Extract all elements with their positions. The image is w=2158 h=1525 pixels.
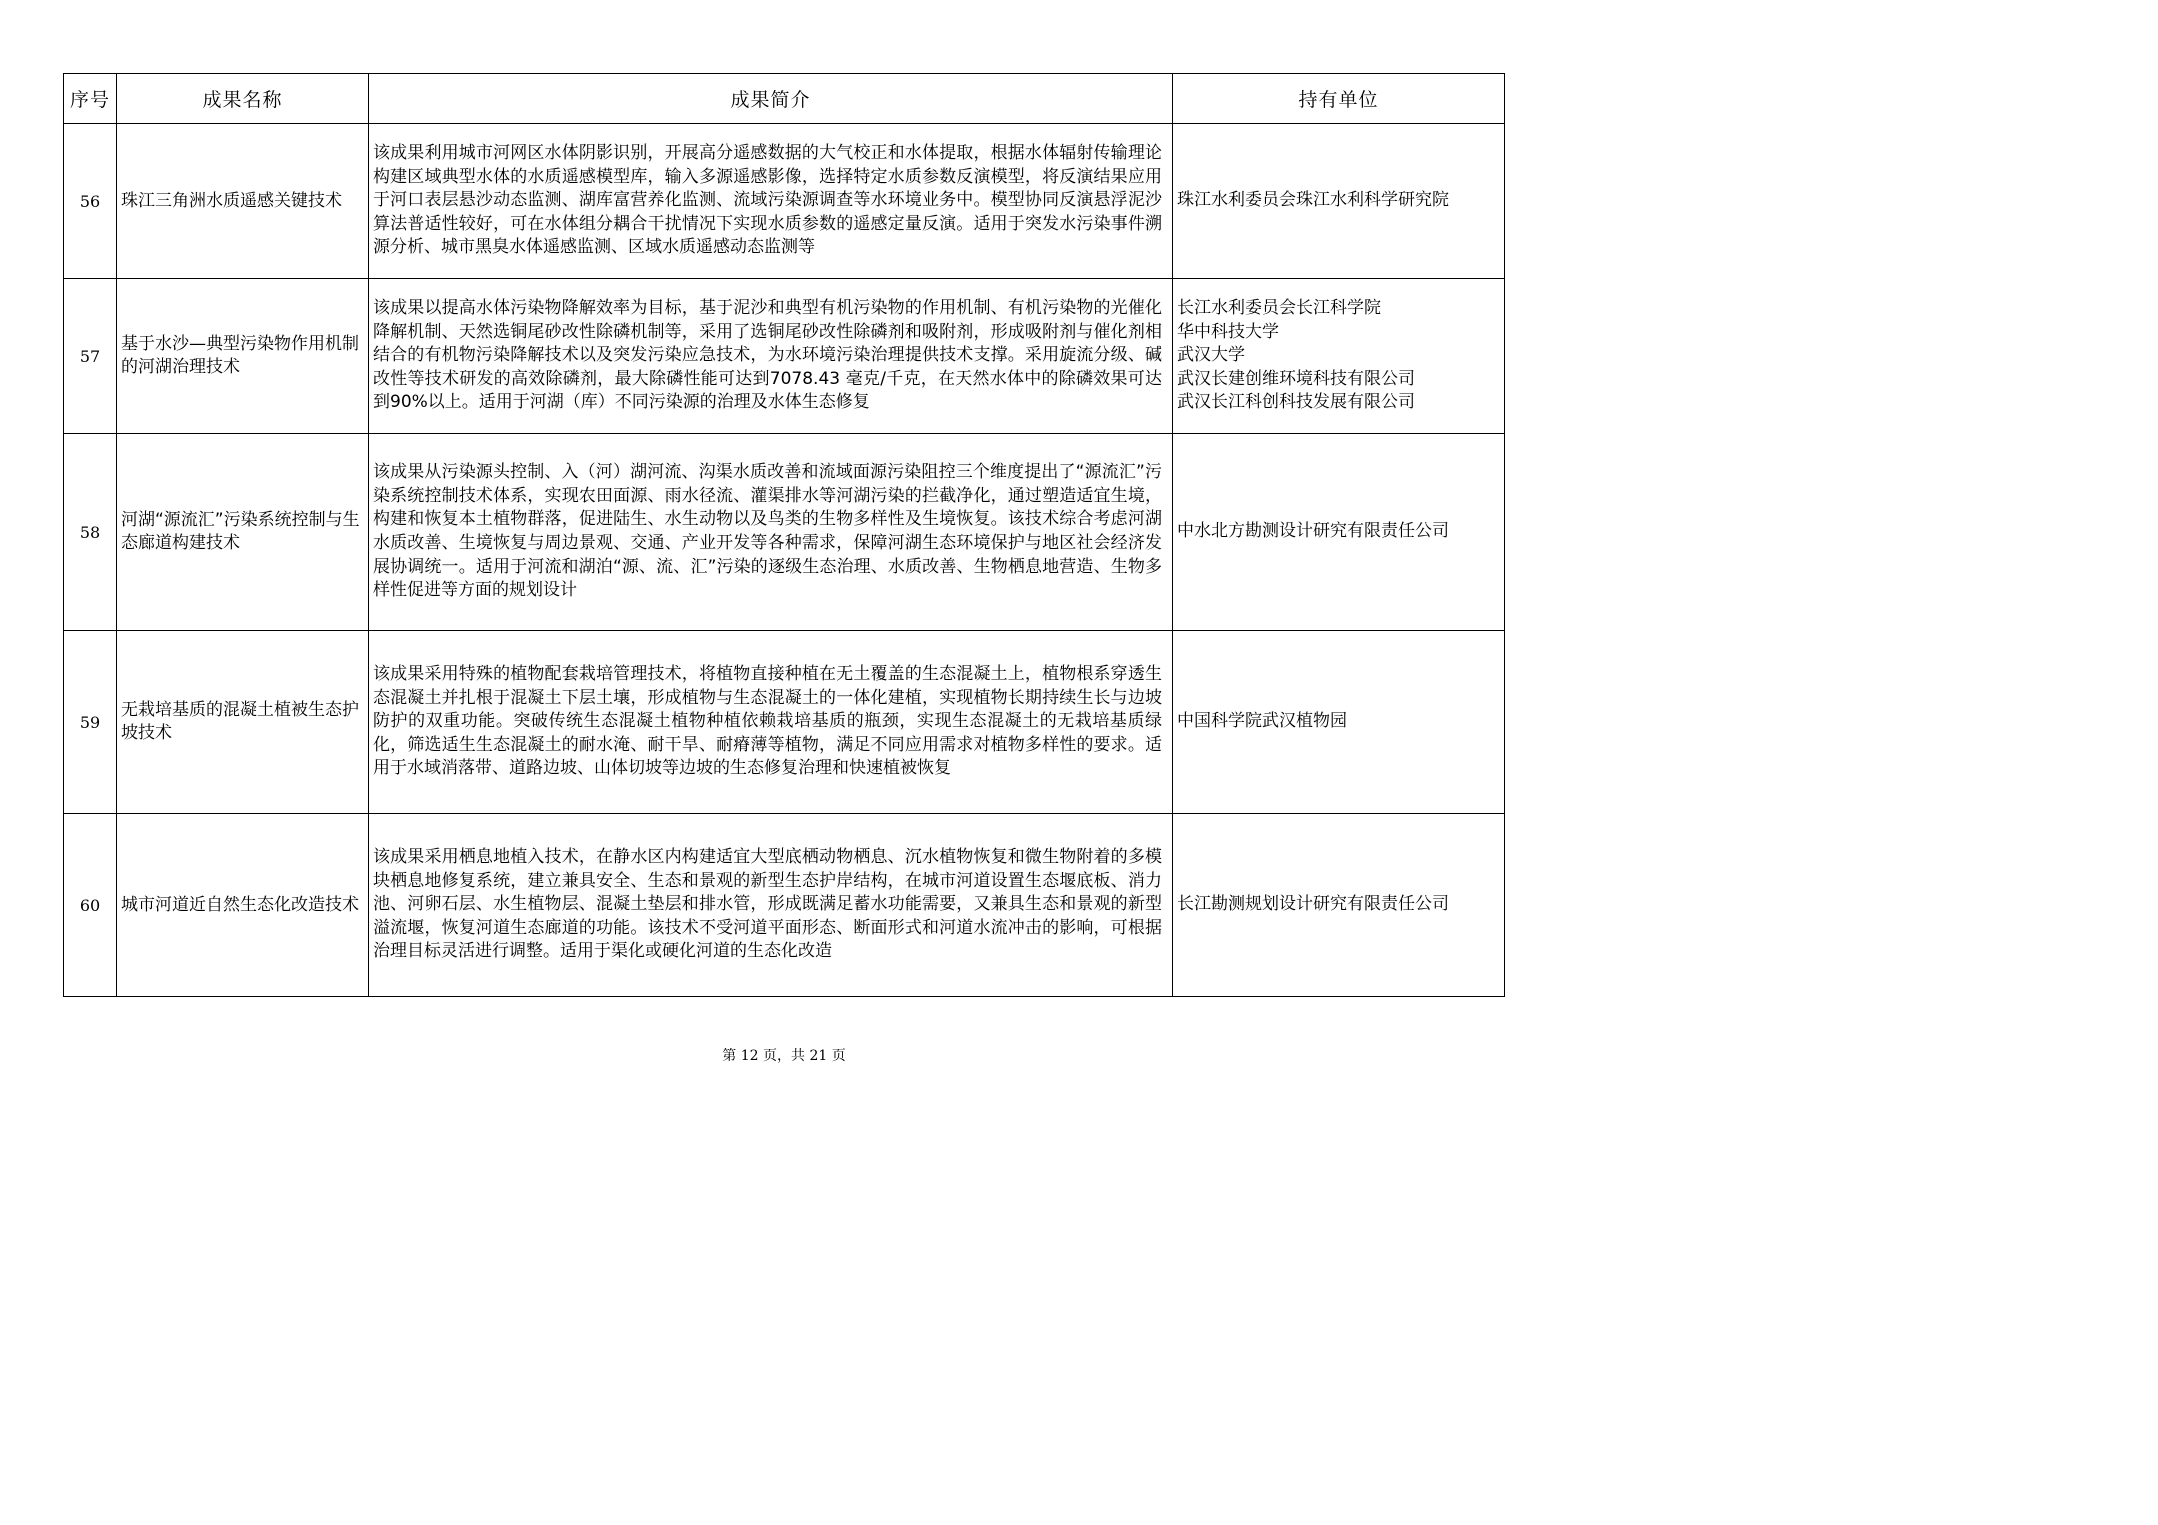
result-name: 城市河道近自然生态化改造技术 bbox=[117, 814, 369, 997]
row-number: 60 bbox=[64, 814, 117, 997]
row-number: 58 bbox=[64, 434, 117, 631]
unit-name: 华中科技大学 bbox=[1177, 321, 1279, 342]
unit-name: 武汉长建创维环境科技有限公司 bbox=[1177, 368, 1415, 389]
row-number: 57 bbox=[64, 279, 117, 434]
result-summary: 该成果从污染源头控制、入（河）湖河流、沟渠水质改善和流域面源污染阻控三个维度提出了“源流汇”污染系统控制技术体系，实现农田面源、雨水径流、灌渠排水等河湖污染的拦截净化，通过塑造适宜生境，构建和恢复本土植物群落，促进陆生、水生动物以及鸟类的生物多样性及生境恢复。该技术综合考虑河湖水质改善、生境恢复与周边景观、交通、产业开发等各种需求，保障河湖生态环境保护与地区社会经济发展协调统一。适用于河流和湖泊“源、流、汇”污染的逐级生态治理、水质改善、生物栖息地营造、生物多样性促进等方面的规划设计 bbox=[369, 434, 1173, 631]
table-row bbox=[64, 124, 1505, 279]
result-summary: 该成果采用栖息地植入技术，在静水区内构建适宜大型底栖动物栖息、沉水植物恢复和微生物附着的多模块栖息地修复系统，建立兼具安全、生态和景观的新型生态护岸结构，在城市河道设置生态堰底板、消力池、河卵石层、水生植物层、混凝土垫层和排水管，形成既满足蓄水功能需要，又兼具生态和景观的新型溢流堰，恢复河道生态廊道的功能。该技术不受河道平面形态、断面形式和河道水流冲击的影响，可根据治理目标灵活进行调整。适用于渠化或硬化河道的生态化改造 bbox=[369, 814, 1173, 997]
unit-name: 武汉长江科创科技发展有限公司 bbox=[1177, 392, 1415, 413]
table-row bbox=[64, 434, 1505, 631]
result-summary: 该成果利用城市河网区水体阴影识别，开展高分遥感数据的大气校正和水体提取，根据水体辐射传输理论构建区域典型水体的水质遥感模型库，输入多源遥感影像，选择特定水质参数反演模型，将反演结果应用于河口表层悬沙动态监测、湖库富营养化监测、流域污染源调查等水环境业务中。模型协同反演悬浮泥沙算法普适性较好，可在水体组分耦合干扰情况下实现水质参数的遥感定量反演。适用于突发水污染事件溯源分析、城市黑臭水体遥感监测、区域水质遥感动态监测等 bbox=[369, 124, 1173, 279]
header-result-summary: 成果简介 bbox=[369, 74, 1173, 124]
holding-unit bbox=[1173, 631, 1505, 814]
row-number: 56 bbox=[64, 124, 117, 279]
unit-name: 长江水利委员会长江科学院 bbox=[1177, 298, 1381, 319]
results-table bbox=[63, 73, 1505, 997]
header-holding-unit: 持有单位 bbox=[1173, 74, 1505, 124]
result-name: 珠江三角洲水质遥感关键技术 bbox=[117, 124, 369, 279]
unit-name: 中水北方勘测设计研究有限责任公司 bbox=[1177, 521, 1449, 542]
unit-name: 长江勘测规划设计研究有限责任公司 bbox=[1177, 894, 1449, 915]
table-row bbox=[64, 814, 1505, 997]
unit-name: 珠江水利委员会珠江水利科学研究院 bbox=[1177, 190, 1449, 211]
table-row bbox=[64, 631, 1505, 814]
row-number: 59 bbox=[64, 631, 117, 814]
unit-name: 武汉大学 bbox=[1177, 345, 1245, 366]
unit-name: 中国科学院武汉植物园 bbox=[1177, 711, 1347, 732]
result-name: 河湖“源流汇”污染系统控制与生态廊道构建技术 bbox=[117, 434, 369, 631]
holding-unit bbox=[1173, 814, 1505, 997]
header-serial-number: 序号 bbox=[64, 74, 117, 124]
holding-unit bbox=[1173, 279, 1505, 434]
holding-unit bbox=[1173, 124, 1505, 279]
table-row bbox=[64, 279, 1505, 434]
table-header-row bbox=[64, 74, 1505, 124]
result-name: 无栽培基质的混凝土植被生态护坡技术 bbox=[117, 631, 369, 814]
result-name: 基于水沙—典型污染物作用机制的河湖治理技术 bbox=[117, 279, 369, 434]
holding-unit bbox=[1173, 434, 1505, 631]
header-result-name: 成果名称 bbox=[117, 74, 369, 124]
result-summary: 该成果以提高水体污染物降解效率为目标，基于泥沙和典型有机污染物的作用机制、有机污染物的光催化降解机制、天然选铜尾砂改性除磷机制等，采用了选铜尾砂改性除磷剂和吸附剂，形成吸附剂与催化剂相结合的有机物污染降解技术以及突发污染应急技术，为水环境污染治理提供技术支撑。采用旋流分级、碱改性等技术研发的高效除磷剂，最大除磷性能可达到7078.43 毫克/千克，在天然水体中的除磷效果可达到90%以上。适用于河湖（库）不同污染源的治理及水体生态修复 bbox=[369, 279, 1173, 434]
result-summary: 该成果采用特殊的植物配套栽培管理技术，将植物直接种植在无土覆盖的生态混凝土上，植物根系穿透生态混凝土并扎根于混凝土下层土壤，形成植物与生态混凝土的一体化建植，实现植物长期持续生长与边坡防护的双重功能。突破传统生态混凝土植物种植依赖栽培基质的瓶颈，实现生态混凝土的无栽培基质绿化，筛选适生生态混凝土的耐水淹、耐干旱、耐瘠薄等植物，满足不同应用需求对植物多样性的要求。适用于水域消落带、道路边坡、山体切坡等边坡的生态修复治理和快速植被恢复 bbox=[369, 631, 1173, 814]
page-number-footer: 第 12 页，共 21 页 bbox=[722, 1048, 846, 1064]
